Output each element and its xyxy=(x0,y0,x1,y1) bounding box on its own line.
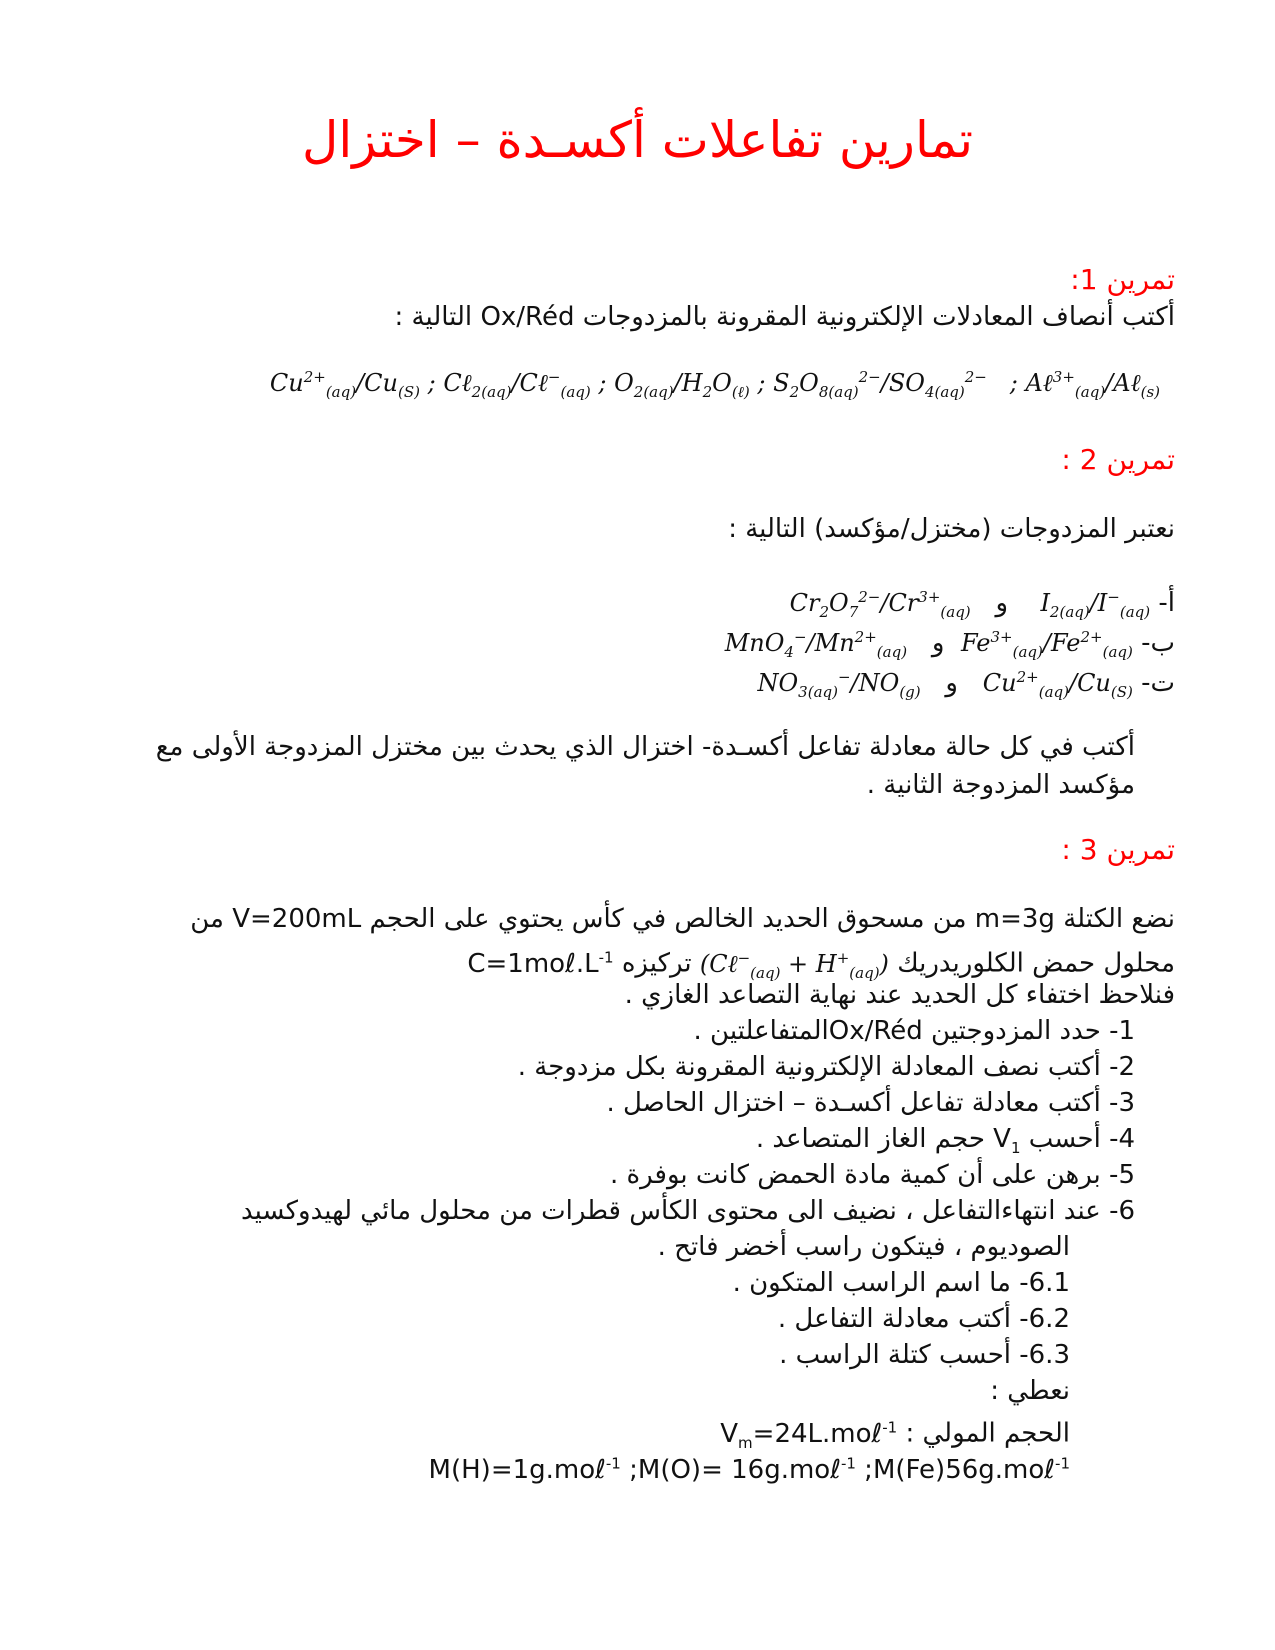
document-title: تمارين تفاعلات أكسـدة – اختزال xyxy=(301,111,974,169)
hcl-formula: (Cℓ−$_{(aq)}$ + $H^+_{(aq)}$) xyxy=(699,948,889,982)
v1-symbol: $V_1$ xyxy=(993,1124,1021,1158)
question-6-3: 6.3- أحسب كتلة الراسب . xyxy=(779,1340,1070,1370)
question-4-b: حجم الغاز المتصاعد . xyxy=(755,1124,985,1154)
molar-masses-value: M(H)=1g.moℓ$^{-1}$ ;M(O)= 16g.moℓ$^{-1}$ ;M(Fe)56g.moℓ$^{-1}$ xyxy=(428,1454,1070,1485)
exercise-3-heading: تمرين 3 : xyxy=(1061,833,1175,866)
given-label: نعطي : xyxy=(990,1376,1070,1406)
molar-volume-value: $V_m=24L.mo\ell^{-1}$ xyxy=(720,1418,898,1452)
question-6-1: 6.1- ما اسم الراسب المتكون . xyxy=(732,1268,1070,1298)
concentration-value: $C=1mo\ell.L^{-1}$ xyxy=(467,948,614,979)
couple-pair-t xyxy=(757,658,1175,711)
question-1: 1- حدد المزدوجتين Ox/Rédالمتفاعلتين . xyxy=(693,1016,1135,1046)
and-a: و xyxy=(995,588,1009,618)
molar-masses xyxy=(429,1444,1070,1489)
molar-volume-label: الحجم المولي : xyxy=(905,1418,1070,1449)
exercise-2-task-line1: أكتب في كل حالة معادلة تفاعل أكسـدة- اختزال الذي يحدث بين مختزل المزدوجة الأولى مع xyxy=(155,732,1135,762)
couple-b-2: $MnO_4^-/Mn^{2+}_{(aq)}$ xyxy=(724,628,908,661)
question-6-line1: 6- عند انتهاءالتفاعل ، نضيف الى محتوى الكأس قطرات من محلول مائي لهيدوكسيد xyxy=(240,1196,1135,1226)
exercise-2-intro: نعتبر المزدوجات (مختزل/مؤكسد) التالية : xyxy=(728,514,1175,544)
question-6-2: 6.2- أكتب معادلة التفاعل . xyxy=(777,1304,1070,1334)
and-t: و xyxy=(945,668,958,698)
question-2: 2- أكتب نصف المعادلة الإلكترونية المقرونة بكل مزدوجة . xyxy=(517,1052,1135,1082)
exercise-3-line1: نضع الكتلة m=3g من مسحوق الحديد الخالص في كأس يحتوي على الحجم V=200mL من xyxy=(190,904,1175,934)
exercise-2-heading: تمرين 2 : xyxy=(1061,443,1175,476)
concentration-text: تركيزه xyxy=(621,948,692,979)
exercise-3-line3: فنلاحظ اختفاء كل الحديد عند نهاية التصاعد الغازي . xyxy=(624,980,1175,1010)
exercise-1-couples: $Cu^{2+}_{(aq)}/Cu_{(S)}$ ; Cℓ$_{2(aq)}$/Cℓ−$_{(aq)}$ ; $O_{2(aq)}/H_2O_{(\ell)}$ ; $S_2O_{8(aq)}^{2-}/SO_{4(aq)}^{2-}$ ; Aℓ$^{3+}_{(aq)}$/Aℓ$_{(s)}$ xyxy=(269,368,1160,401)
hcl-text: محلول حمض الكلوريدريك xyxy=(897,948,1175,979)
question-6-line2: الصوديوم ، فيتكون راسب أخضر فاتح . xyxy=(657,1232,1070,1262)
exercise-1-text: أكتب أنصاف المعادلات الإلكترونية المقرونة بالمزدوجات Ox/Réd التالية : xyxy=(394,302,1175,332)
exercise-1-heading: تمرين 1: xyxy=(1070,263,1175,296)
question-3: 3- أكتب معادلة تفاعل أكسـدة – اختزال الحاصل . xyxy=(606,1088,1135,1118)
couple-b-1: $Fe^{3+}_{(aq)}/Fe^{2+}_{(aq)}$ xyxy=(960,628,1133,661)
couple-t-1: $Cu^{2+}_{(aq)}/Cu_{(S)}$ xyxy=(982,668,1133,701)
label-a: أ- xyxy=(1158,588,1175,618)
couple-a-2: $Cr_2O_7^{2-}/Cr^{3+}_{(aq)}$ xyxy=(789,588,971,621)
label-t: ت- xyxy=(1141,668,1175,698)
question-4-a: 4- أحسب xyxy=(1028,1124,1135,1154)
question-5: 5- برهن على أن كمية مادة الحمض كانت بوفرة . xyxy=(610,1160,1135,1190)
label-b: ب- xyxy=(1141,628,1175,658)
couple-a-1: $I_{2(aq)}/I^-_{(aq)}$ xyxy=(1032,588,1151,621)
couple-t-2: $NO_{3(aq)}^-/NO_{(g)}$ xyxy=(757,668,921,701)
and-b: و xyxy=(931,628,945,658)
exercise-2-task-line2: مؤكسد المزدوجة الثانية . xyxy=(866,770,1135,800)
